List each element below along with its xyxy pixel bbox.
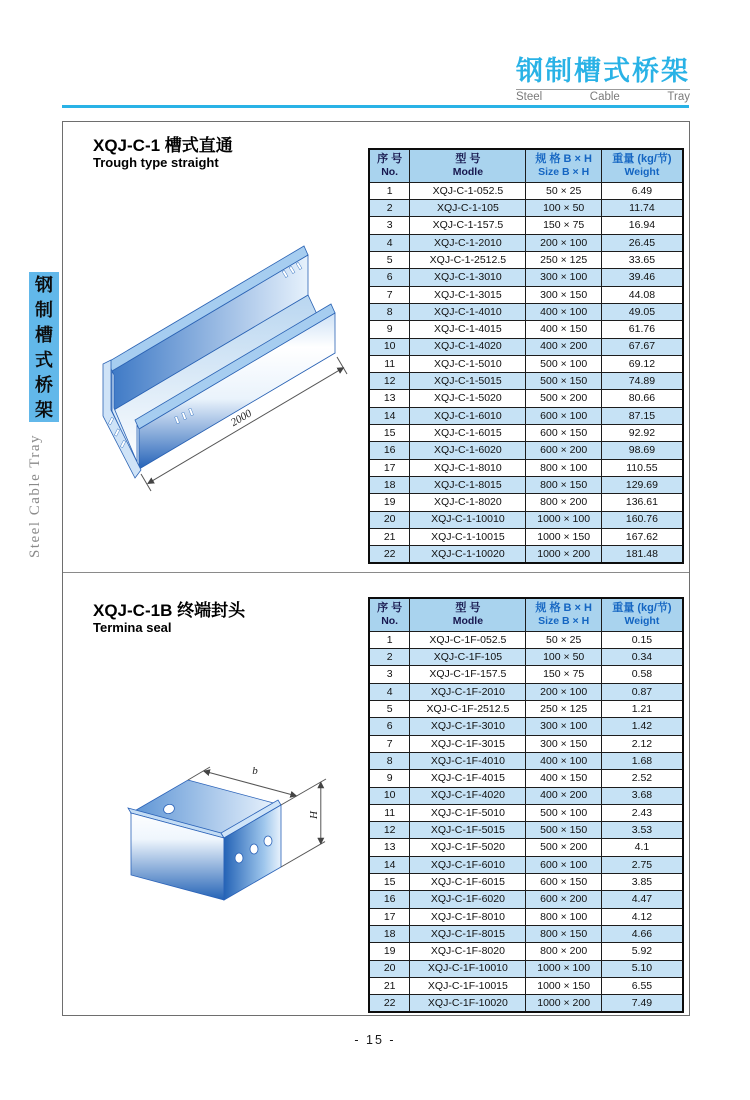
col-no-en: No. bbox=[381, 166, 399, 179]
cell-weight: 167.62 bbox=[601, 528, 683, 545]
brand-title: 钢制槽式桥架 bbox=[516, 56, 690, 86]
cell-model: XQJ-C-1-4015 bbox=[410, 321, 526, 338]
table-row bbox=[369, 338, 683, 355]
cell-weight: 11.74 bbox=[601, 200, 683, 217]
col-weight-en: Weight bbox=[624, 615, 660, 628]
col-no bbox=[369, 149, 410, 182]
cell-weight: 2.75 bbox=[601, 856, 683, 873]
cell-weight: 2.52 bbox=[601, 770, 683, 787]
table-row bbox=[369, 631, 683, 648]
table-header-row bbox=[369, 598, 683, 631]
cell-size: 800 × 100 bbox=[526, 908, 601, 925]
cell-weight: 3.85 bbox=[601, 874, 683, 891]
cell-size: 200 × 100 bbox=[526, 234, 601, 251]
table-row bbox=[369, 718, 683, 735]
table-row bbox=[369, 269, 683, 286]
cell-model: XQJ-C-1-5015 bbox=[410, 373, 526, 390]
cell-no: 17 bbox=[369, 908, 410, 925]
col-weight-cn: 重量 (kg/节) bbox=[612, 602, 672, 614]
cell-no: 9 bbox=[369, 321, 410, 338]
cell-no: 4 bbox=[369, 683, 410, 700]
cell-no: 6 bbox=[369, 269, 410, 286]
table-row bbox=[369, 908, 683, 925]
table-row bbox=[369, 528, 683, 545]
cell-weight: 67.67 bbox=[601, 338, 683, 355]
col-model-en: Modle bbox=[452, 166, 484, 179]
cell-no: 18 bbox=[369, 925, 410, 942]
cell-model: XQJ-C-1F-5015 bbox=[410, 822, 526, 839]
cell-weight: 33.65 bbox=[601, 252, 683, 269]
col-weight bbox=[601, 149, 683, 182]
cell-model: XQJ-C-1F-10020 bbox=[410, 995, 526, 1013]
cell-size: 500 × 150 bbox=[526, 822, 601, 839]
cell-no: 20 bbox=[369, 960, 410, 977]
cell-weight: 98.69 bbox=[601, 442, 683, 459]
sidebar-char: 桥 bbox=[35, 374, 53, 395]
col-size bbox=[526, 149, 601, 182]
cell-no: 2 bbox=[369, 200, 410, 217]
cell-size: 50 × 25 bbox=[526, 182, 601, 199]
col-model bbox=[410, 598, 526, 631]
cell-no: 11 bbox=[369, 355, 410, 372]
cell-no: 15 bbox=[369, 874, 410, 891]
cell-size: 1000 × 200 bbox=[526, 995, 601, 1013]
cell-weight: 0.15 bbox=[601, 631, 683, 648]
cell-weight: 129.69 bbox=[601, 476, 683, 493]
col-no bbox=[369, 598, 410, 631]
cell-weight: 49.05 bbox=[601, 303, 683, 320]
cell-no: 11 bbox=[369, 804, 410, 821]
header-rule bbox=[62, 105, 689, 108]
cell-size: 400 × 200 bbox=[526, 787, 601, 804]
length-dimension-label: 2000 bbox=[228, 407, 254, 429]
cell-size: 300 × 100 bbox=[526, 269, 601, 286]
cell-size: 150 × 75 bbox=[526, 666, 601, 683]
cell-no: 18 bbox=[369, 476, 410, 493]
table-row bbox=[369, 546, 683, 564]
cell-no: 19 bbox=[369, 943, 410, 960]
sidebar-char: 架 bbox=[35, 399, 53, 420]
cell-no: 13 bbox=[369, 390, 410, 407]
col-size bbox=[526, 598, 601, 631]
seal-isometric-drawing bbox=[89, 743, 349, 1003]
cell-weight: 39.46 bbox=[601, 269, 683, 286]
cell-model: XQJ-C-1-6020 bbox=[410, 442, 526, 459]
table-row bbox=[369, 182, 683, 199]
cell-model: XQJ-C-1-5020 bbox=[410, 390, 526, 407]
table-row bbox=[369, 390, 683, 407]
cell-weight: 5.10 bbox=[601, 960, 683, 977]
section-title: XQJ-C-1B 终端封头 bbox=[93, 601, 246, 620]
brand-word-steel: Steel bbox=[516, 90, 543, 103]
section-subtitle: Termina seal bbox=[93, 620, 172, 635]
sidebar-char: 制 bbox=[35, 299, 53, 320]
cell-model: XQJ-C-1F-3010 bbox=[410, 718, 526, 735]
cell-model: XQJ-C-1F-3015 bbox=[410, 735, 526, 752]
cell-no: 15 bbox=[369, 425, 410, 442]
cell-weight: 3.68 bbox=[601, 787, 683, 804]
cell-size: 150 × 75 bbox=[526, 217, 601, 234]
cell-model: XQJ-C-1F-5010 bbox=[410, 804, 526, 821]
cell-size: 600 × 150 bbox=[526, 425, 601, 442]
cell-model: XQJ-C-1F-10015 bbox=[410, 977, 526, 994]
cell-size: 50 × 25 bbox=[526, 631, 601, 648]
col-size-en: Size B × H bbox=[538, 166, 590, 179]
cell-weight: 3.53 bbox=[601, 822, 683, 839]
cell-weight: 181.48 bbox=[601, 546, 683, 564]
cell-model: XQJ-C-1F-2512.5 bbox=[410, 701, 526, 718]
table-row bbox=[369, 442, 683, 459]
table-row bbox=[369, 752, 683, 769]
table-row bbox=[369, 234, 683, 251]
cell-weight: 80.66 bbox=[601, 390, 683, 407]
table-row bbox=[369, 252, 683, 269]
cell-no: 12 bbox=[369, 373, 410, 390]
table-row bbox=[369, 874, 683, 891]
table-row bbox=[369, 977, 683, 994]
cell-weight: 1.68 bbox=[601, 752, 683, 769]
table-row bbox=[369, 459, 683, 476]
cell-weight: 87.15 bbox=[601, 407, 683, 424]
cell-model: XQJ-C-1F-157.5 bbox=[410, 666, 526, 683]
cell-model: XQJ-C-1F-052.5 bbox=[410, 631, 526, 648]
cell-size: 1000 × 150 bbox=[526, 977, 601, 994]
cell-model: XQJ-C-1-105 bbox=[410, 200, 526, 217]
cell-weight: 2.12 bbox=[601, 735, 683, 752]
section-trough-straight bbox=[63, 122, 689, 572]
brand-block bbox=[516, 57, 690, 103]
cell-no: 21 bbox=[369, 528, 410, 545]
table-row bbox=[369, 770, 683, 787]
table-row bbox=[369, 407, 683, 424]
cell-size: 400 × 100 bbox=[526, 303, 601, 320]
cell-size: 250 × 125 bbox=[526, 701, 601, 718]
cell-model: XQJ-C-1-6010 bbox=[410, 407, 526, 424]
cell-no: 8 bbox=[369, 303, 410, 320]
cell-no: 16 bbox=[369, 891, 410, 908]
cell-model: XQJ-C-1-2512.5 bbox=[410, 252, 526, 269]
col-size-en: Size B × H bbox=[538, 615, 590, 628]
cell-no: 22 bbox=[369, 546, 410, 564]
col-model-cn: 型 号 bbox=[455, 153, 481, 165]
cell-size: 600 × 100 bbox=[526, 856, 601, 873]
cell-weight: 4.47 bbox=[601, 891, 683, 908]
cell-model: XQJ-C-1-5010 bbox=[410, 355, 526, 372]
cell-size: 300 × 150 bbox=[526, 735, 601, 752]
cell-no: 3 bbox=[369, 217, 410, 234]
cell-weight: 92.92 bbox=[601, 425, 683, 442]
cell-weight: 6.55 bbox=[601, 977, 683, 994]
sidebar-char: 式 bbox=[35, 349, 53, 370]
cell-model: XQJ-C-1F-2010 bbox=[410, 683, 526, 700]
cell-size: 600 × 200 bbox=[526, 442, 601, 459]
cell-no: 9 bbox=[369, 770, 410, 787]
table-row bbox=[369, 511, 683, 528]
sidebar-banner bbox=[29, 272, 59, 422]
cell-no: 3 bbox=[369, 666, 410, 683]
cell-size: 600 × 150 bbox=[526, 874, 601, 891]
table-row bbox=[369, 303, 683, 320]
col-size-cn: 规 格 B × H bbox=[535, 602, 592, 614]
cell-model: XQJ-C-1F-105 bbox=[410, 649, 526, 666]
cell-size: 1000 × 150 bbox=[526, 528, 601, 545]
table-row bbox=[369, 321, 683, 338]
table-row bbox=[369, 666, 683, 683]
cell-weight: 44.08 bbox=[601, 286, 683, 303]
cell-model: XQJ-C-1-10015 bbox=[410, 528, 526, 545]
spec-table-trough bbox=[368, 148, 684, 564]
cell-weight: 1.21 bbox=[601, 701, 683, 718]
col-no-cn: 序 号 bbox=[377, 153, 403, 165]
width-dimension-label: b bbox=[252, 765, 258, 777]
cell-model: XQJ-C-1F-5020 bbox=[410, 839, 526, 856]
table-header-row bbox=[369, 149, 683, 182]
table-row bbox=[369, 839, 683, 856]
table-row bbox=[369, 355, 683, 372]
cell-weight: 0.58 bbox=[601, 666, 683, 683]
cell-weight: 6.49 bbox=[601, 182, 683, 199]
cell-model: XQJ-C-1-2010 bbox=[410, 234, 526, 251]
table-row bbox=[369, 995, 683, 1013]
table-row bbox=[369, 925, 683, 942]
cell-model: XQJ-C-1F-8020 bbox=[410, 943, 526, 960]
cell-weight: 26.45 bbox=[601, 234, 683, 251]
table-row bbox=[369, 649, 683, 666]
cell-model: XQJ-C-1F-4010 bbox=[410, 752, 526, 769]
cell-no: 14 bbox=[369, 407, 410, 424]
cell-model: XQJ-C-1-10020 bbox=[410, 546, 526, 564]
cell-model: XQJ-C-1-10010 bbox=[410, 511, 526, 528]
cell-weight: 7.49 bbox=[601, 995, 683, 1013]
cell-size: 250 × 125 bbox=[526, 252, 601, 269]
cell-size: 1000 × 100 bbox=[526, 511, 601, 528]
cell-model: XQJ-C-1-3010 bbox=[410, 269, 526, 286]
cell-weight: 61.76 bbox=[601, 321, 683, 338]
cell-model: XQJ-C-1F-6015 bbox=[410, 874, 526, 891]
section-termina-seal bbox=[63, 572, 689, 1016]
cell-no: 1 bbox=[369, 631, 410, 648]
cell-no: 10 bbox=[369, 338, 410, 355]
table-row bbox=[369, 960, 683, 977]
cell-model: XQJ-C-1F-6010 bbox=[410, 856, 526, 873]
cell-model: XQJ-C-1-8015 bbox=[410, 476, 526, 493]
table-row bbox=[369, 200, 683, 217]
cell-size: 500 × 150 bbox=[526, 373, 601, 390]
table-row bbox=[369, 787, 683, 804]
cell-no: 4 bbox=[369, 234, 410, 251]
col-no-cn: 序 号 bbox=[377, 602, 403, 614]
cell-no: 19 bbox=[369, 494, 410, 511]
cell-no: 16 bbox=[369, 442, 410, 459]
cell-model: XQJ-C-1F-8015 bbox=[410, 925, 526, 942]
table-row bbox=[369, 891, 683, 908]
cell-model: XQJ-C-1-4010 bbox=[410, 303, 526, 320]
col-size-cn: 规 格 B × H bbox=[535, 153, 592, 165]
cell-no: 17 bbox=[369, 459, 410, 476]
col-no-en: No. bbox=[381, 615, 399, 628]
cell-no: 7 bbox=[369, 286, 410, 303]
cell-no: 5 bbox=[369, 701, 410, 718]
cell-model: XQJ-C-1-6015 bbox=[410, 425, 526, 442]
cell-weight: 136.61 bbox=[601, 494, 683, 511]
cell-no: 22 bbox=[369, 995, 410, 1013]
cell-weight: 4.12 bbox=[601, 908, 683, 925]
cell-weight: 0.87 bbox=[601, 683, 683, 700]
col-weight bbox=[601, 598, 683, 631]
height-dimension-label: H bbox=[308, 811, 320, 819]
cell-no: 20 bbox=[369, 511, 410, 528]
cell-no: 12 bbox=[369, 822, 410, 839]
cell-weight: 69.12 bbox=[601, 355, 683, 372]
cell-size: 200 × 100 bbox=[526, 683, 601, 700]
cell-model: XQJ-C-1-3015 bbox=[410, 286, 526, 303]
cell-size: 100 × 50 bbox=[526, 200, 601, 217]
table-row bbox=[369, 822, 683, 839]
cell-size: 400 × 150 bbox=[526, 770, 601, 787]
page-number: - 15 - bbox=[354, 1033, 396, 1047]
cell-size: 800 × 150 bbox=[526, 925, 601, 942]
cell-no: 10 bbox=[369, 787, 410, 804]
cell-weight: 1.42 bbox=[601, 718, 683, 735]
cell-size: 800 × 200 bbox=[526, 494, 601, 511]
cell-size: 800 × 200 bbox=[526, 943, 601, 960]
brand-subtitle bbox=[516, 89, 690, 103]
col-model-cn: 型 号 bbox=[455, 602, 481, 614]
section-title: XQJ-C-1 槽式直通 bbox=[93, 136, 233, 155]
cell-model: XQJ-C-1F-4020 bbox=[410, 787, 526, 804]
cell-weight: 4.66 bbox=[601, 925, 683, 942]
cell-no: 21 bbox=[369, 977, 410, 994]
cell-no: 1 bbox=[369, 182, 410, 199]
cell-no: 14 bbox=[369, 856, 410, 873]
cell-no: 5 bbox=[369, 252, 410, 269]
cell-weight: 110.55 bbox=[601, 459, 683, 476]
col-weight-cn: 重量 (kg/节) bbox=[612, 153, 672, 165]
col-model bbox=[410, 149, 526, 182]
sidebar-label: Steel Cable Tray bbox=[27, 434, 43, 558]
cell-size: 500 × 100 bbox=[526, 355, 601, 372]
content-frame bbox=[62, 121, 690, 1016]
sidebar-char: 槽 bbox=[35, 324, 53, 345]
cell-size: 600 × 200 bbox=[526, 891, 601, 908]
spec-table-seal bbox=[368, 597, 684, 1013]
table-row bbox=[369, 476, 683, 493]
cell-model: XQJ-C-1-4020 bbox=[410, 338, 526, 355]
cell-weight: 0.34 bbox=[601, 649, 683, 666]
cell-no: 2 bbox=[369, 649, 410, 666]
table-row bbox=[369, 286, 683, 303]
cell-weight: 2.43 bbox=[601, 804, 683, 821]
cell-no: 6 bbox=[369, 718, 410, 735]
sidebar-char: 钢 bbox=[35, 274, 53, 295]
cell-size: 600 × 100 bbox=[526, 407, 601, 424]
table-row bbox=[369, 701, 683, 718]
cell-model: XQJ-C-1-8020 bbox=[410, 494, 526, 511]
table-row bbox=[369, 217, 683, 234]
section-subtitle: Trough type straight bbox=[93, 155, 219, 170]
cell-model: XQJ-C-1-052.5 bbox=[410, 182, 526, 199]
cell-size: 300 × 150 bbox=[526, 286, 601, 303]
cell-weight: 4.1 bbox=[601, 839, 683, 856]
cell-size: 500 × 200 bbox=[526, 839, 601, 856]
col-weight-en: Weight bbox=[624, 166, 660, 179]
brand-word-tray: Tray bbox=[667, 90, 690, 103]
cell-model: XQJ-C-1F-6020 bbox=[410, 891, 526, 908]
cell-no: 8 bbox=[369, 752, 410, 769]
cell-size: 400 × 150 bbox=[526, 321, 601, 338]
cell-weight: 5.92 bbox=[601, 943, 683, 960]
cell-size: 400 × 200 bbox=[526, 338, 601, 355]
table-row bbox=[369, 373, 683, 390]
table-row bbox=[369, 804, 683, 821]
table-row bbox=[369, 943, 683, 960]
cell-size: 100 × 50 bbox=[526, 649, 601, 666]
tray-isometric-drawing bbox=[81, 234, 371, 514]
table-row bbox=[369, 425, 683, 442]
cell-size: 500 × 100 bbox=[526, 804, 601, 821]
cell-size: 400 × 100 bbox=[526, 752, 601, 769]
cell-model: XQJ-C-1-8010 bbox=[410, 459, 526, 476]
cell-model: XQJ-C-1F-10010 bbox=[410, 960, 526, 977]
cell-no: 13 bbox=[369, 839, 410, 856]
cell-size: 500 × 200 bbox=[526, 390, 601, 407]
cell-model: XQJ-C-1-157.5 bbox=[410, 217, 526, 234]
cell-size: 300 × 100 bbox=[526, 718, 601, 735]
table-row bbox=[369, 683, 683, 700]
cell-size: 800 × 100 bbox=[526, 459, 601, 476]
table-row bbox=[369, 735, 683, 752]
cell-weight: 160.76 bbox=[601, 511, 683, 528]
cell-weight: 74.89 bbox=[601, 373, 683, 390]
table-row bbox=[369, 494, 683, 511]
cell-weight: 16.94 bbox=[601, 217, 683, 234]
table-row bbox=[369, 856, 683, 873]
cell-size: 800 × 150 bbox=[526, 476, 601, 493]
cell-model: XQJ-C-1F-4015 bbox=[410, 770, 526, 787]
cell-size: 1000 × 200 bbox=[526, 546, 601, 564]
col-model-en: Modle bbox=[452, 615, 484, 628]
cell-model: XQJ-C-1F-8010 bbox=[410, 908, 526, 925]
brand-word-cable: Cable bbox=[589, 90, 620, 103]
cell-size: 1000 × 100 bbox=[526, 960, 601, 977]
cell-no: 7 bbox=[369, 735, 410, 752]
